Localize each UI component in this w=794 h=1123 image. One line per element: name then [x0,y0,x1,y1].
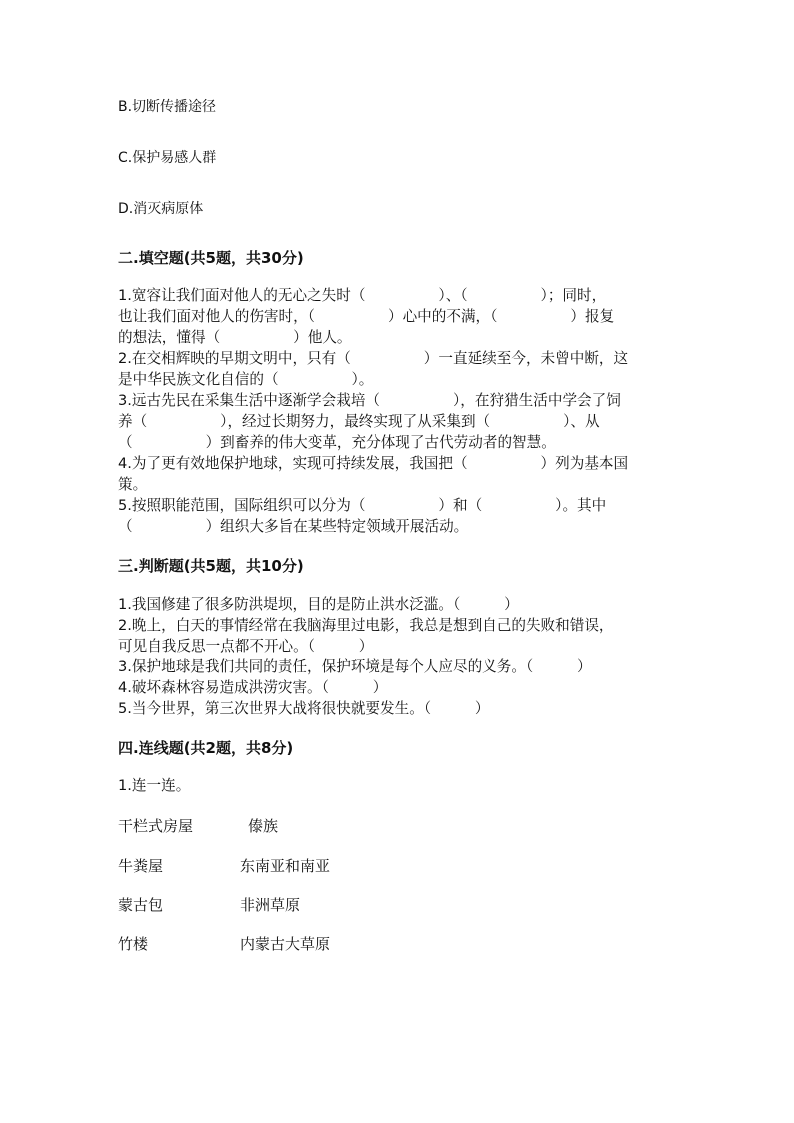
judge-question-2 [118,615,614,657]
option-b: B.切断传播途径 [118,99,217,115]
question-line: 策。 [118,476,148,493]
match-left-item: 竹楼 [118,935,149,953]
option-d: D.消灭病原体 [118,201,204,217]
question-line: 也让我们面对他人的伤害时，（ ）心中的不满，（ ）报复 [118,308,615,325]
fill-question-1 [118,285,614,348]
fill-question-2 [118,348,628,390]
option-c: C.保护易感人群 [118,150,217,166]
question-line: 5.按照职能范围，国际组织可以分为（ ）和（ ）。其中 [118,497,607,514]
question-line: 4.为了更有效地保护地球，实现可持续发展，我国把（ ）列为基本国 [118,455,629,472]
judge-section-title: 三.判断题(共5题，共10分) [118,557,304,575]
match-left-item: 干栏式房屋 [118,817,194,835]
fill-question-3 [118,390,621,453]
match-right-item: 东南亚和南亚 [240,857,331,875]
judge-question-5 [118,698,489,719]
question-line: 的想法，懂得（ ）他人。 [118,329,352,346]
match-right-item: 非洲草原 [240,896,301,914]
question-line: 养（ ），经过长期努力，最终实现了从采集到（ ）、从 [118,413,600,430]
question-line: 可见自我反思一点都不开心。（ ） [118,638,374,655]
question-line: 3.远古先民在采集生活中逐渐学会栽培（ ），在狩猎生活中学会了饲 [118,392,621,409]
match-left-item: 牛粪屋 [118,857,164,875]
fill-question-5 [118,495,606,537]
fill-section-title: 二.填空题(共5题，共30分) [118,249,304,267]
judge-question-1 [118,594,519,615]
question-line: （ ）到畜养的伟大变革，充分体现了古代劳动者的智慧。 [118,434,556,451]
fill-question-4 [118,453,628,495]
question-line: 是中华民族文化自信的（ ）。 [118,371,374,388]
match-section-title: 四.连线题(共2题，共8分) [118,739,294,757]
match-right-item: 内蒙古大草原 [240,935,331,953]
question-line: 4.破坏森林容易造成洪涝灾害。（ ） [118,679,388,696]
question-line: 2.在交相辉映的早期文明中，只有（ ）一直延续至今，未曾中断，这 [118,350,629,367]
question-line: 5.当今世界，第三次世界大战将很快就要发生。（ ） [118,700,490,717]
match-right-item: 傣族 [248,817,279,835]
question-line: 2.晚上，白天的事情经常在我脑海里过电影，我总是想到自己的失败和错误， [118,617,614,634]
judge-question-3 [118,656,592,677]
question-line: 1.我国修建了很多防洪堤坝，目的是防止洪水泛滥。（ ） [118,596,519,613]
question-line: 3.保护地球是我们共同的责任，保护环境是每个人应尽的义务。（ ） [118,658,592,675]
match-prompt: 1.连一连。 [118,777,191,794]
match-left-item: 蒙古包 [118,896,164,914]
question-line: （ ）组织大多旨在某些特定领域开展活动。 [118,518,469,535]
question-line: 1.宽容让我们面对他人的无心之失时（ ）、（ ）；同时， [118,287,607,304]
judge-question-4 [118,677,387,698]
